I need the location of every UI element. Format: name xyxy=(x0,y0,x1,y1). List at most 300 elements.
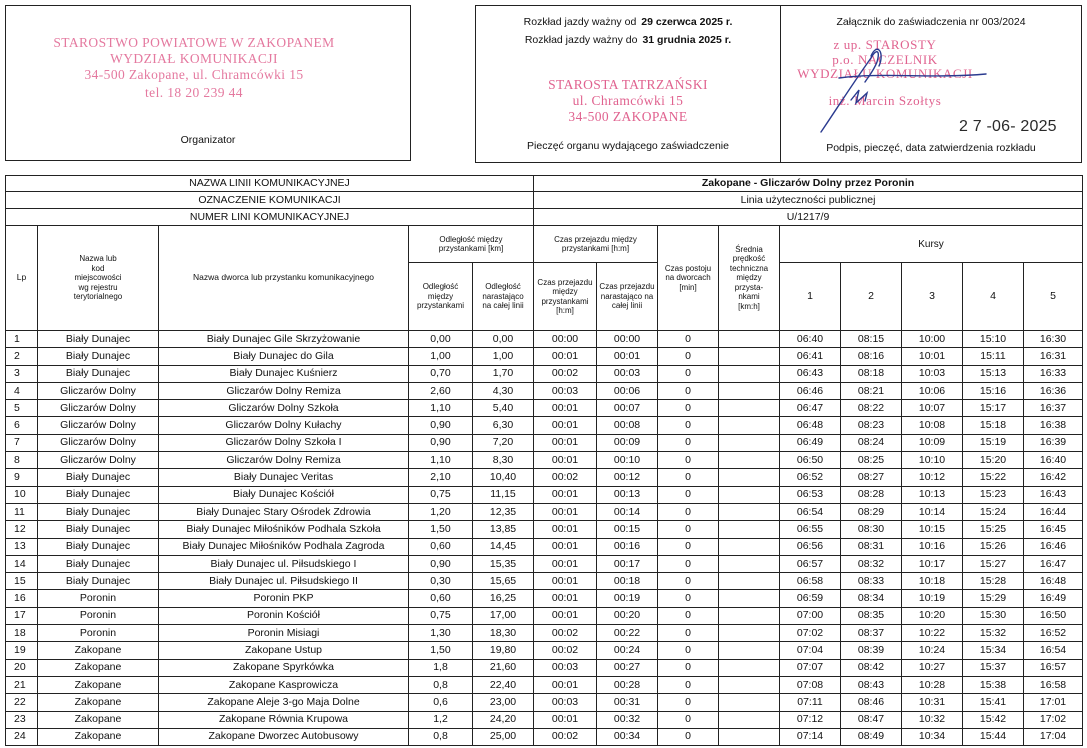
departure-time-cell: 10:20 xyxy=(902,607,963,624)
departure-time-cell: 06:50 xyxy=(780,452,841,469)
avg-speed-cell xyxy=(719,625,780,642)
departure-time-cell: 08:46 xyxy=(841,694,902,711)
course-number-header: 1 xyxy=(780,263,841,331)
departure-time-cell: 10:00 xyxy=(902,331,963,348)
departure-time-cell: 16:46 xyxy=(1024,538,1083,555)
stop-time-cell: 0 xyxy=(658,452,719,469)
distance-cell: 1,50 xyxy=(409,642,473,659)
lp-cell: 24 xyxy=(6,728,38,745)
distance-group-header: Odległość między przystankami [km] xyxy=(409,226,534,263)
distance-cell: 0,60 xyxy=(409,590,473,607)
departure-time-cell: 10:17 xyxy=(902,555,963,572)
departure-time-cell: 10:34 xyxy=(902,728,963,745)
approval-stamp-line: z up. STAROSTY xyxy=(833,37,937,52)
table-row xyxy=(6,521,1083,538)
departure-time-cell: 08:43 xyxy=(841,676,902,693)
stop-name-cell: Gliczarów Dolny Remiza xyxy=(159,382,409,399)
stop-name-cell: Zakopane Równia Krupowa xyxy=(159,711,409,728)
departure-time-cell: 06:53 xyxy=(780,486,841,503)
avg-speed-cell xyxy=(719,590,780,607)
distance-cell: 0,60 xyxy=(409,538,473,555)
approval-stamp xyxy=(785,6,985,162)
validity-from-date: 29 czerwca 2025 r. xyxy=(641,16,733,28)
departure-time-cell: 08:23 xyxy=(841,417,902,434)
issuer-stamp-line: 34-500 ZAKOPANE xyxy=(568,109,688,124)
locality-cell: Biały Dunajec xyxy=(38,331,159,348)
stop-time-cell: 0 xyxy=(658,676,719,693)
departure-time-cell: 07:08 xyxy=(780,676,841,693)
cumulative-distance-cell: 19,80 xyxy=(473,642,534,659)
departure-time-cell: 10:13 xyxy=(902,486,963,503)
avg-speed-cell xyxy=(719,694,780,711)
departure-time-cell: 06:43 xyxy=(780,365,841,382)
departure-time-cell: 16:58 xyxy=(1024,676,1083,693)
departure-time-cell: 06:46 xyxy=(780,382,841,399)
avg-speed-cell xyxy=(719,400,780,417)
departure-time-cell: 10:01 xyxy=(902,348,963,365)
distance-cell: 0,00 xyxy=(409,331,473,348)
cumulative-distance-cell: 1,70 xyxy=(473,365,534,382)
table-row xyxy=(6,331,1083,348)
distance-cell: 1,30 xyxy=(409,625,473,642)
line-name-row xyxy=(6,176,1083,192)
travel-time-cell: 00:02 xyxy=(534,365,597,382)
locality-cell: Zakopane xyxy=(38,711,159,728)
departure-time-cell: 08:37 xyxy=(841,625,902,642)
locality-cell: Gliczarów Dolny xyxy=(38,434,159,451)
stop-time-cell: 0 xyxy=(658,607,719,624)
cumulative-distance-cell: 4,30 xyxy=(473,382,534,399)
organizer-stamp-line: tel. 18 20 239 44 xyxy=(145,85,243,100)
table-row xyxy=(6,434,1083,451)
departure-time-cell: 15:17 xyxy=(963,400,1024,417)
cumulative-distance-cell: 8,30 xyxy=(473,452,534,469)
locality-cell: Biały Dunajec xyxy=(38,486,159,503)
avg-speed-cell xyxy=(719,642,780,659)
departure-time-cell: 08:35 xyxy=(841,607,902,624)
travel-time-cell: 00:03 xyxy=(534,694,597,711)
departure-time-cell: 15:10 xyxy=(963,331,1024,348)
travel-time-cell: 00:00 xyxy=(534,331,597,348)
timetable xyxy=(5,175,1083,746)
departure-time-cell: 16:38 xyxy=(1024,417,1083,434)
cumulative-time-cell: 00:03 xyxy=(597,365,658,382)
locality-cell: Gliczarów Dolny xyxy=(38,452,159,469)
avg-speed-cell xyxy=(719,728,780,745)
locality-cell: Poronin xyxy=(38,590,159,607)
validity-to-label: Rozkład jazdy ważny do xyxy=(524,34,638,46)
stop-name-cell: Poronin Misiagi xyxy=(159,625,409,642)
departure-time-cell: 16:40 xyxy=(1024,452,1083,469)
table-row xyxy=(6,590,1083,607)
departure-time-cell: 08:30 xyxy=(841,521,902,538)
stop-time-cell: 0 xyxy=(658,486,719,503)
stop-time-cell: 0 xyxy=(658,400,719,417)
table-row xyxy=(6,676,1083,693)
departure-time-cell: 07:12 xyxy=(780,711,841,728)
lp-cell: 10 xyxy=(6,486,38,503)
departure-time-cell: 08:21 xyxy=(841,382,902,399)
distance-cell: 0,90 xyxy=(409,434,473,451)
courses-header: Kursy xyxy=(780,226,1083,263)
departure-time-cell: 10:24 xyxy=(902,642,963,659)
cumulative-time-cell: 00:24 xyxy=(597,642,658,659)
cumulative-distance-cell: 23,00 xyxy=(473,694,534,711)
avg-speed-cell xyxy=(719,382,780,399)
stop-name-cell: Biały Dunajec do Gila xyxy=(159,348,409,365)
stop-name-cell: Biały Dunajec Kuśnierz xyxy=(159,365,409,382)
approval-stamp-line: inż. Marcin Szołtys xyxy=(828,93,942,108)
lp-cell: 4 xyxy=(6,382,38,399)
table-row xyxy=(6,469,1083,486)
avg-speed-cell xyxy=(719,365,780,382)
stop-time-cell: 0 xyxy=(658,711,719,728)
date-stamp: 2 7 -06- 2025 xyxy=(959,118,1057,135)
avg-speed-cell xyxy=(719,417,780,434)
travel-time-cell: 00:02 xyxy=(534,469,597,486)
travel-time-cell: 00:02 xyxy=(534,728,597,745)
departure-time-cell: 07:02 xyxy=(780,625,841,642)
departure-time-cell: 06:40 xyxy=(780,331,841,348)
locality-cell: Biały Dunajec xyxy=(38,538,159,555)
course-number-header: 3 xyxy=(902,263,963,331)
travel-time-cell: 00:01 xyxy=(534,607,597,624)
stop-time-header: Czas postoju na dworcach [min] xyxy=(658,226,719,331)
stop-name-cell: Biały Dunajec Miłośników Podhala Zagroda xyxy=(159,538,409,555)
departure-time-cell: 15:11 xyxy=(963,348,1024,365)
lp-cell: 14 xyxy=(6,555,38,572)
table-row xyxy=(6,573,1083,590)
departure-time-cell: 15:30 xyxy=(963,607,1024,624)
departure-time-cell: 16:44 xyxy=(1024,503,1083,520)
stop-name-cell: Poronin PKP xyxy=(159,590,409,607)
departure-time-cell: 16:43 xyxy=(1024,486,1083,503)
avg-speed-header: Średnia prędkość techniczna między przysta- nkami [km:h] xyxy=(719,226,780,331)
departure-time-cell: 16:54 xyxy=(1024,642,1083,659)
table-row xyxy=(6,400,1083,417)
departure-time-cell: 15:26 xyxy=(963,538,1024,555)
table-row xyxy=(6,711,1083,728)
departure-time-cell: 15:19 xyxy=(963,434,1024,451)
distance-cell: 0,6 xyxy=(409,694,473,711)
travel-time-header: Czas przejazdu między przystankami [h:m] xyxy=(534,263,597,331)
cumulative-time-cell: 00:01 xyxy=(597,348,658,365)
course-number-header: 4 xyxy=(963,263,1024,331)
distance-cell: 1,10 xyxy=(409,400,473,417)
cumulative-distance-header: Odległość narastająco na całej linii xyxy=(473,263,534,331)
lp-cell: 7 xyxy=(6,434,38,451)
table-row xyxy=(6,503,1083,520)
stop-name-header: Nazwa dworca lub przystanku komunikacyjnego xyxy=(159,226,409,331)
validity-from-label: Rozkład jazdy ważny od xyxy=(523,16,637,28)
validity-caption: Pieczęć organu wydającego zaświadczenie xyxy=(527,140,729,152)
validity-to xyxy=(476,34,780,47)
cumulative-time-cell: 00:06 xyxy=(597,382,658,399)
locality-cell: Poronin xyxy=(38,607,159,624)
stop-name-cell: Biały Dunajec Miłośników Podhala Szkoła xyxy=(159,521,409,538)
locality-header: Nazwa lub kod miejscowości wg rejestru terytorialnego xyxy=(38,226,159,331)
distance-cell: 0,8 xyxy=(409,676,473,693)
distance-cell: 0,30 xyxy=(409,573,473,590)
avg-speed-cell xyxy=(719,521,780,538)
departure-time-cell: 08:25 xyxy=(841,452,902,469)
attachment-label: Załącznik do zaświadczenia nr 003/2024 xyxy=(836,16,1026,28)
departure-time-cell: 08:22 xyxy=(841,400,902,417)
table-row xyxy=(6,607,1083,624)
cumulative-time-cell: 00:08 xyxy=(597,417,658,434)
stop-name-cell: Zakopane Spyrkówka xyxy=(159,659,409,676)
table-row xyxy=(6,728,1083,745)
departure-time-cell: 15:42 xyxy=(963,711,1024,728)
stop-name-cell: Gliczarów Dolny Kułachy xyxy=(159,417,409,434)
departure-time-cell: 16:42 xyxy=(1024,469,1083,486)
lp-cell: 3 xyxy=(6,365,38,382)
avg-speed-cell xyxy=(719,607,780,624)
line-number-row xyxy=(6,209,1083,226)
stop-time-cell: 0 xyxy=(658,538,719,555)
locality-cell: Gliczarów Dolny xyxy=(38,400,159,417)
departure-time-cell: 08:28 xyxy=(841,486,902,503)
organizer-stamp-line: 34-500 Zakopane, ul. Chramcówki 15 xyxy=(84,67,304,82)
departure-time-cell: 08:49 xyxy=(841,728,902,745)
cumulative-distance-cell: 5,40 xyxy=(473,400,534,417)
departure-time-cell: 10:14 xyxy=(902,503,963,520)
cumulative-distance-cell: 15,35 xyxy=(473,555,534,572)
cumulative-distance-cell: 25,00 xyxy=(473,728,534,745)
travel-time-group-header: Czas przejazdu między przystankami [h:m] xyxy=(534,226,658,263)
avg-speed-cell xyxy=(719,676,780,693)
travel-time-cell: 00:01 xyxy=(534,521,597,538)
departure-time-cell: 10:19 xyxy=(902,590,963,607)
departure-time-cell: 08:18 xyxy=(841,365,902,382)
table-row xyxy=(6,642,1083,659)
avg-speed-cell xyxy=(719,331,780,348)
travel-time-cell: 00:02 xyxy=(534,625,597,642)
stop-time-cell: 0 xyxy=(658,503,719,520)
column-group-header-row xyxy=(6,226,1083,263)
lp-cell: 21 xyxy=(6,676,38,693)
departure-time-cell: 07:07 xyxy=(780,659,841,676)
stop-time-cell: 0 xyxy=(658,434,719,451)
departure-time-cell: 08:47 xyxy=(841,711,902,728)
cumulative-time-cell: 00:31 xyxy=(597,694,658,711)
cumulative-distance-cell: 0,00 xyxy=(473,331,534,348)
stop-time-cell: 0 xyxy=(658,348,719,365)
cumulative-time-cell: 00:10 xyxy=(597,452,658,469)
stop-time-cell: 0 xyxy=(658,625,719,642)
departure-time-cell: 16:30 xyxy=(1024,331,1083,348)
cumulative-distance-cell: 6,30 xyxy=(473,417,534,434)
organizer-stamp-line: STAROSTWO POWIATOWE W ZAKOPANEM xyxy=(53,35,335,50)
distance-cell: 2,10 xyxy=(409,469,473,486)
stop-time-cell: 0 xyxy=(658,331,719,348)
departure-time-cell: 08:34 xyxy=(841,590,902,607)
departure-time-cell: 08:32 xyxy=(841,555,902,572)
table-row xyxy=(6,486,1083,503)
avg-speed-cell xyxy=(719,452,780,469)
lp-cell: 16 xyxy=(6,590,38,607)
departure-time-cell: 16:36 xyxy=(1024,382,1083,399)
stop-time-cell: 0 xyxy=(658,555,719,572)
stop-time-cell: 0 xyxy=(658,521,719,538)
departure-time-cell: 08:39 xyxy=(841,642,902,659)
stop-time-cell: 0 xyxy=(658,642,719,659)
cumulative-distance-cell: 15,65 xyxy=(473,573,534,590)
stop-name-cell: Biały Dunajec Veritas xyxy=(159,469,409,486)
departure-time-cell: 16:50 xyxy=(1024,607,1083,624)
organizer-stamp-line: WYDZIAŁ KOMUNIKACJI xyxy=(110,51,278,66)
validity-from xyxy=(476,16,780,29)
departure-time-cell: 15:38 xyxy=(963,676,1024,693)
avg-speed-cell xyxy=(719,486,780,503)
stop-name-cell: Biały Dunajec ul. Piłsudskiego I xyxy=(159,555,409,572)
travel-time-cell: 00:01 xyxy=(534,400,597,417)
stop-name-cell: Biały Dunajec Kościół xyxy=(159,486,409,503)
departure-time-cell: 16:57 xyxy=(1024,659,1083,676)
distance-cell: 0,75 xyxy=(409,486,473,503)
table-row xyxy=(6,417,1083,434)
departure-time-cell: 17:01 xyxy=(1024,694,1083,711)
departure-time-cell: 16:31 xyxy=(1024,348,1083,365)
cumulative-time-cell: 00:22 xyxy=(597,625,658,642)
departure-time-cell: 08:16 xyxy=(841,348,902,365)
avg-speed-cell xyxy=(719,555,780,572)
cumulative-time-cell: 00:14 xyxy=(597,503,658,520)
approval-stamp-line: WYDZIAŁU KOMUNIKACJI xyxy=(797,66,973,81)
cumulative-time-header: Czas przejazdu narastająco na całej linii xyxy=(597,263,658,331)
lp-cell: 17 xyxy=(6,607,38,624)
departure-time-cell: 06:58 xyxy=(780,573,841,590)
cumulative-distance-cell: 10,40 xyxy=(473,469,534,486)
departure-time-cell: 10:03 xyxy=(902,365,963,382)
departure-time-cell: 06:47 xyxy=(780,400,841,417)
locality-cell: Poronin xyxy=(38,625,159,642)
table-row xyxy=(6,625,1083,642)
lp-cell: 6 xyxy=(6,417,38,434)
avg-speed-cell xyxy=(719,434,780,451)
departure-time-cell: 06:59 xyxy=(780,590,841,607)
lp-cell: 9 xyxy=(6,469,38,486)
departure-time-cell: 10:31 xyxy=(902,694,963,711)
departure-time-cell: 10:27 xyxy=(902,659,963,676)
departure-time-cell: 06:52 xyxy=(780,469,841,486)
line-number-label: NUMER LINI KOMUNIKACYJNEJ xyxy=(6,209,534,226)
issuer-stamp-line: ul. Chramcówki 15 xyxy=(572,93,684,108)
lp-cell: 15 xyxy=(6,573,38,590)
departure-time-cell: 10:12 xyxy=(902,469,963,486)
travel-time-cell: 00:01 xyxy=(534,590,597,607)
cumulative-distance-cell: 16,25 xyxy=(473,590,534,607)
departure-time-cell: 15:32 xyxy=(963,625,1024,642)
travel-time-cell: 00:01 xyxy=(534,503,597,520)
validity-box xyxy=(475,5,781,163)
departure-time-cell: 15:20 xyxy=(963,452,1024,469)
lp-cell: 11 xyxy=(6,503,38,520)
validity-to-date: 31 grudnia 2025 r. xyxy=(642,34,732,46)
stop-name-cell: Zakopane Ustup xyxy=(159,642,409,659)
stop-name-cell: Biały Dunajec ul. Piłsudskiego II xyxy=(159,573,409,590)
lp-cell: 8 xyxy=(6,452,38,469)
lp-cell: 5 xyxy=(6,400,38,417)
travel-time-cell: 00:01 xyxy=(534,417,597,434)
departure-time-cell: 17:02 xyxy=(1024,711,1083,728)
departure-time-cell: 17:04 xyxy=(1024,728,1083,745)
distance-cell: 1,20 xyxy=(409,503,473,520)
distance-cell: 0,90 xyxy=(409,555,473,572)
departure-time-cell: 10:15 xyxy=(902,521,963,538)
stop-name-cell: Biały Dunajec Gile Skrzyżowanie xyxy=(159,331,409,348)
departure-time-cell: 06:54 xyxy=(780,503,841,520)
stop-name-cell: Poronin Kościół xyxy=(159,607,409,624)
locality-cell: Gliczarów Dolny xyxy=(38,382,159,399)
locality-cell: Biały Dunajec xyxy=(38,365,159,382)
distance-cell: 2,60 xyxy=(409,382,473,399)
issuer-stamp-line: STAROSTA TATRZAŃSKI xyxy=(548,77,708,92)
departure-time-cell: 10:18 xyxy=(902,573,963,590)
departure-time-cell: 10:32 xyxy=(902,711,963,728)
lp-cell: 13 xyxy=(6,538,38,555)
line-type-row xyxy=(6,192,1083,209)
table-row xyxy=(6,365,1083,382)
departure-time-cell: 16:33 xyxy=(1024,365,1083,382)
course-number-header: 5 xyxy=(1024,263,1083,331)
departure-time-cell: 15:41 xyxy=(963,694,1024,711)
cumulative-distance-cell: 21,60 xyxy=(473,659,534,676)
cumulative-distance-cell: 14,45 xyxy=(473,538,534,555)
locality-cell: Zakopane xyxy=(38,659,159,676)
lp-cell: 22 xyxy=(6,694,38,711)
departure-time-cell: 08:27 xyxy=(841,469,902,486)
table-row xyxy=(6,452,1083,469)
stop-time-cell: 0 xyxy=(658,365,719,382)
departure-time-cell: 10:22 xyxy=(902,625,963,642)
stop-time-cell: 0 xyxy=(658,590,719,607)
distance-cell: 0,70 xyxy=(409,365,473,382)
locality-cell: Biały Dunajec xyxy=(38,573,159,590)
stop-time-cell: 0 xyxy=(658,382,719,399)
departure-time-cell: 15:22 xyxy=(963,469,1024,486)
locality-cell: Biały Dunajec xyxy=(38,503,159,520)
cumulative-distance-cell: 18,30 xyxy=(473,625,534,642)
departure-time-cell: 15:44 xyxy=(963,728,1024,745)
departure-time-cell: 15:23 xyxy=(963,486,1024,503)
departure-time-cell: 16:37 xyxy=(1024,400,1083,417)
approval-caption: Podpis, pieczęć, data zatwierdzenia rozkładu xyxy=(826,142,1036,154)
departure-time-cell: 06:57 xyxy=(780,555,841,572)
stop-name-cell: Gliczarów Dolny Remiza xyxy=(159,452,409,469)
cumulative-time-cell: 00:16 xyxy=(597,538,658,555)
avg-speed-cell xyxy=(719,538,780,555)
cumulative-time-cell: 00:12 xyxy=(597,469,658,486)
line-type-value: Linia użyteczności publicznej xyxy=(534,192,1083,209)
cumulative-time-cell: 00:15 xyxy=(597,521,658,538)
departure-time-cell: 08:24 xyxy=(841,434,902,451)
table-row xyxy=(6,538,1083,555)
avg-speed-cell xyxy=(719,469,780,486)
cumulative-distance-cell: 1,00 xyxy=(473,348,534,365)
stop-name-cell: Zakopane Aleje 3-go Maja Dolne xyxy=(159,694,409,711)
organizer-caption: Organizator xyxy=(180,134,236,146)
stop-name-cell: Gliczarów Dolny Szkoła xyxy=(159,400,409,417)
stop-time-cell: 0 xyxy=(658,469,719,486)
lp-cell: 1 xyxy=(6,331,38,348)
lp-header: Lp xyxy=(6,226,38,331)
departure-time-cell: 15:24 xyxy=(963,503,1024,520)
departure-time-cell: 08:29 xyxy=(841,503,902,520)
cumulative-distance-cell: 22,40 xyxy=(473,676,534,693)
departure-time-cell: 07:00 xyxy=(780,607,841,624)
cumulative-time-cell: 00:20 xyxy=(597,607,658,624)
